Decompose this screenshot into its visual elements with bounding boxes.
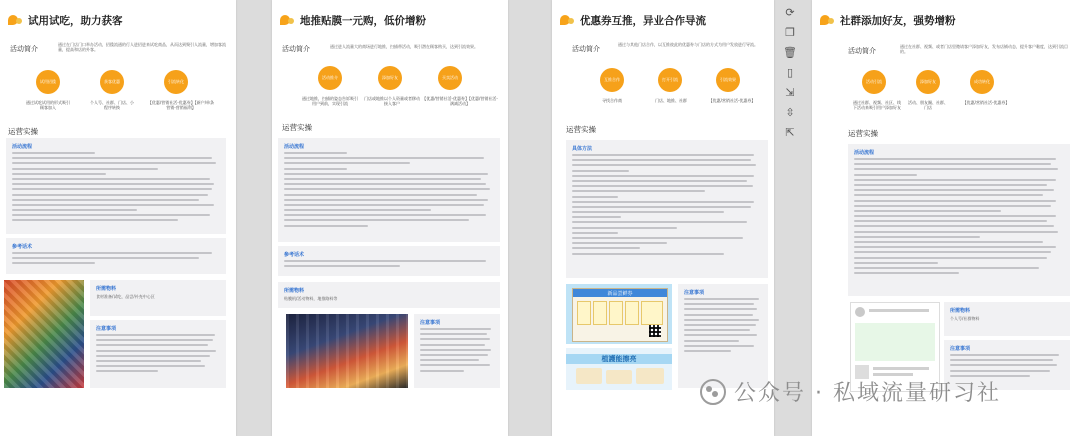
step-circle: 买卖活动 bbox=[438, 66, 462, 90]
card-title: 参考话术 bbox=[12, 244, 33, 250]
wechat-icon bbox=[700, 379, 726, 405]
intro-label: 活动简介 bbox=[282, 45, 310, 53]
step-desc: 【优惠/营销社活-优惠券】 bbox=[708, 98, 756, 103]
coupon-image bbox=[566, 284, 672, 344]
step-desc: 寻找合作商 bbox=[602, 98, 622, 103]
step-desc: 通过地推，扫描的姿态告诉吸引用户到前，实现引流 bbox=[302, 96, 358, 106]
content-card bbox=[944, 302, 1070, 336]
step-desc: 门店或地推以个人资量或者移动接入客户 bbox=[364, 96, 420, 106]
intro-label: 活动简介 bbox=[572, 45, 600, 53]
step-desc: 个人号、社群、门店、小程序转换 bbox=[90, 100, 134, 110]
card-title: 活动流程 bbox=[12, 144, 33, 150]
page-header bbox=[280, 12, 502, 28]
content-card bbox=[278, 246, 500, 276]
coupon-card bbox=[572, 288, 668, 342]
step-desc: 活动、朋友圈、社群、门店 bbox=[908, 100, 948, 110]
card-text: 贴膜机/活动物料，地推路料等 bbox=[284, 296, 338, 301]
brand-logo-icon bbox=[560, 15, 574, 25]
step-desc: 通过试吃试用的形式吸引顾客加入 bbox=[26, 100, 70, 110]
step-circle: 引流效果 bbox=[716, 68, 740, 92]
step-circle: 获客优惠 bbox=[100, 70, 124, 94]
content-card bbox=[90, 320, 226, 388]
file-export-alt-icon[interactable]: ⇱ bbox=[785, 125, 795, 139]
copy-icon[interactable]: ❐ bbox=[785, 25, 795, 39]
card-title: 活动流程 bbox=[854, 150, 875, 156]
intro-text: 通过进人流量大的商场进行地推，扫描带活动，吸引潜在顾客购买，达到引流效果。 bbox=[330, 44, 478, 49]
card-title: 所需物料 bbox=[284, 288, 305, 294]
page-street-promo bbox=[272, 0, 508, 436]
content-card bbox=[566, 140, 768, 278]
content-card bbox=[6, 238, 226, 274]
section-title: 运营实操 bbox=[282, 123, 312, 132]
brand-logo-icon bbox=[8, 15, 22, 25]
market-stall-photo bbox=[4, 280, 84, 388]
step-circle: 成功转化 bbox=[970, 70, 994, 94]
section-title: 运营实操 bbox=[8, 127, 38, 136]
step-circle: 添加好友 bbox=[378, 66, 402, 90]
file-export-icon[interactable]: ⇳ bbox=[785, 105, 795, 119]
step-circle: 试用招揽 bbox=[36, 70, 60, 94]
step-desc: 【优惠/营销社活-优惠券】 bbox=[962, 100, 1010, 105]
step-circle: 添加好友 bbox=[916, 70, 940, 94]
card-text: 个人号/社群物料 bbox=[950, 316, 980, 321]
side-toolbar bbox=[778, 0, 802, 140]
page-coupon-exchange bbox=[552, 0, 774, 436]
watermark-text: 公众号 · 私域流量研习社 bbox=[734, 381, 1001, 406]
qr-code-icon bbox=[649, 325, 661, 337]
content-card bbox=[278, 138, 500, 242]
intro-text: 通过在门店门口举办活动，招揽流通的行人进招进来试吃商品，从而达到聚引人流量，增加客流量，提高和店的外客。 bbox=[58, 42, 226, 52]
page-community-friends bbox=[812, 0, 1080, 436]
card-title: 注意事项 bbox=[684, 290, 705, 296]
watermark bbox=[700, 376, 1001, 407]
content-card bbox=[678, 284, 768, 388]
step-circle: 引流转化 bbox=[164, 70, 188, 94]
step-circle: 互推合作 bbox=[600, 68, 624, 92]
intro-text: 通过与其他门店合作，以互推彼此的优惠券与门店的方式为用户发放进行导流。 bbox=[618, 42, 758, 47]
page-header bbox=[560, 12, 768, 28]
content-card bbox=[90, 280, 226, 316]
card-title: 活动流程 bbox=[284, 144, 305, 150]
refresh-icon[interactable]: ⟳ bbox=[785, 5, 795, 19]
card-title: 具体方法 bbox=[572, 146, 593, 152]
page-header bbox=[820, 12, 1074, 28]
step-circle: 活动推介 bbox=[318, 66, 342, 90]
page-title: 优惠券互推，异业合作导流 bbox=[580, 14, 706, 27]
file-icon[interactable]: ▯ bbox=[786, 65, 794, 79]
file-move-icon[interactable]: ⇲ bbox=[785, 85, 795, 99]
delete-icon[interactable]: 🗑 bbox=[783, 45, 797, 59]
content-card bbox=[848, 144, 1070, 296]
section-title: 运营实操 bbox=[848, 129, 878, 138]
step-desc: 门店、地推、社群 bbox=[655, 98, 687, 103]
page-trial-tasting bbox=[0, 0, 236, 436]
step-desc: 通过社群、视频、社区、线下活动来吸引用户添加好友 bbox=[853, 100, 901, 110]
intro-label: 活动简介 bbox=[10, 45, 38, 53]
store-front-photo bbox=[286, 314, 408, 388]
card-text: 食材准备/试吃，品尝/补充中心区 bbox=[96, 294, 155, 299]
coupon-header: 新品尝鲜券 bbox=[573, 289, 667, 297]
step-circle: 打开引流 bbox=[658, 68, 682, 92]
brand-logo-icon bbox=[820, 15, 834, 25]
step-desc: 【优惠/营销社活-优惠券】【优惠/营销社活-满减活动】 bbox=[422, 96, 498, 106]
card-title: 注意事项 bbox=[96, 326, 117, 332]
step-desc: 【优惠/营销社活-优惠券】【新户/单条营销-营销福利】 bbox=[147, 100, 215, 110]
card-title: 注意事项 bbox=[950, 346, 971, 352]
content-card bbox=[278, 282, 500, 308]
card-title: 所需物料 bbox=[96, 286, 117, 292]
section-title: 运营实操 bbox=[566, 125, 596, 134]
intro-label: 活动简介 bbox=[848, 47, 876, 55]
intro-text: 通过在社群、视频、或者门店里邀请客户添加好友，发布店铺动态，提升客户黏度，达到引流目的。 bbox=[900, 44, 1068, 54]
product-card-image bbox=[566, 348, 672, 390]
brand-logo-icon bbox=[280, 15, 294, 25]
card-title: 所需物料 bbox=[950, 308, 971, 314]
page-title: 试用试吃，助力获客 bbox=[28, 14, 123, 27]
content-card bbox=[414, 314, 500, 388]
page-title: 地推贴膜一元购，低价增粉 bbox=[300, 14, 426, 27]
page-title: 社群添加好友，强势增粉 bbox=[840, 14, 956, 27]
page-header bbox=[8, 12, 230, 28]
step-circle: 活动引流 bbox=[862, 70, 886, 94]
content-card bbox=[6, 138, 226, 234]
card-title: 参考话术 bbox=[284, 252, 305, 258]
card-title: 注意事项 bbox=[420, 320, 441, 326]
product-card-title: 植護能擦亮 bbox=[566, 354, 672, 364]
